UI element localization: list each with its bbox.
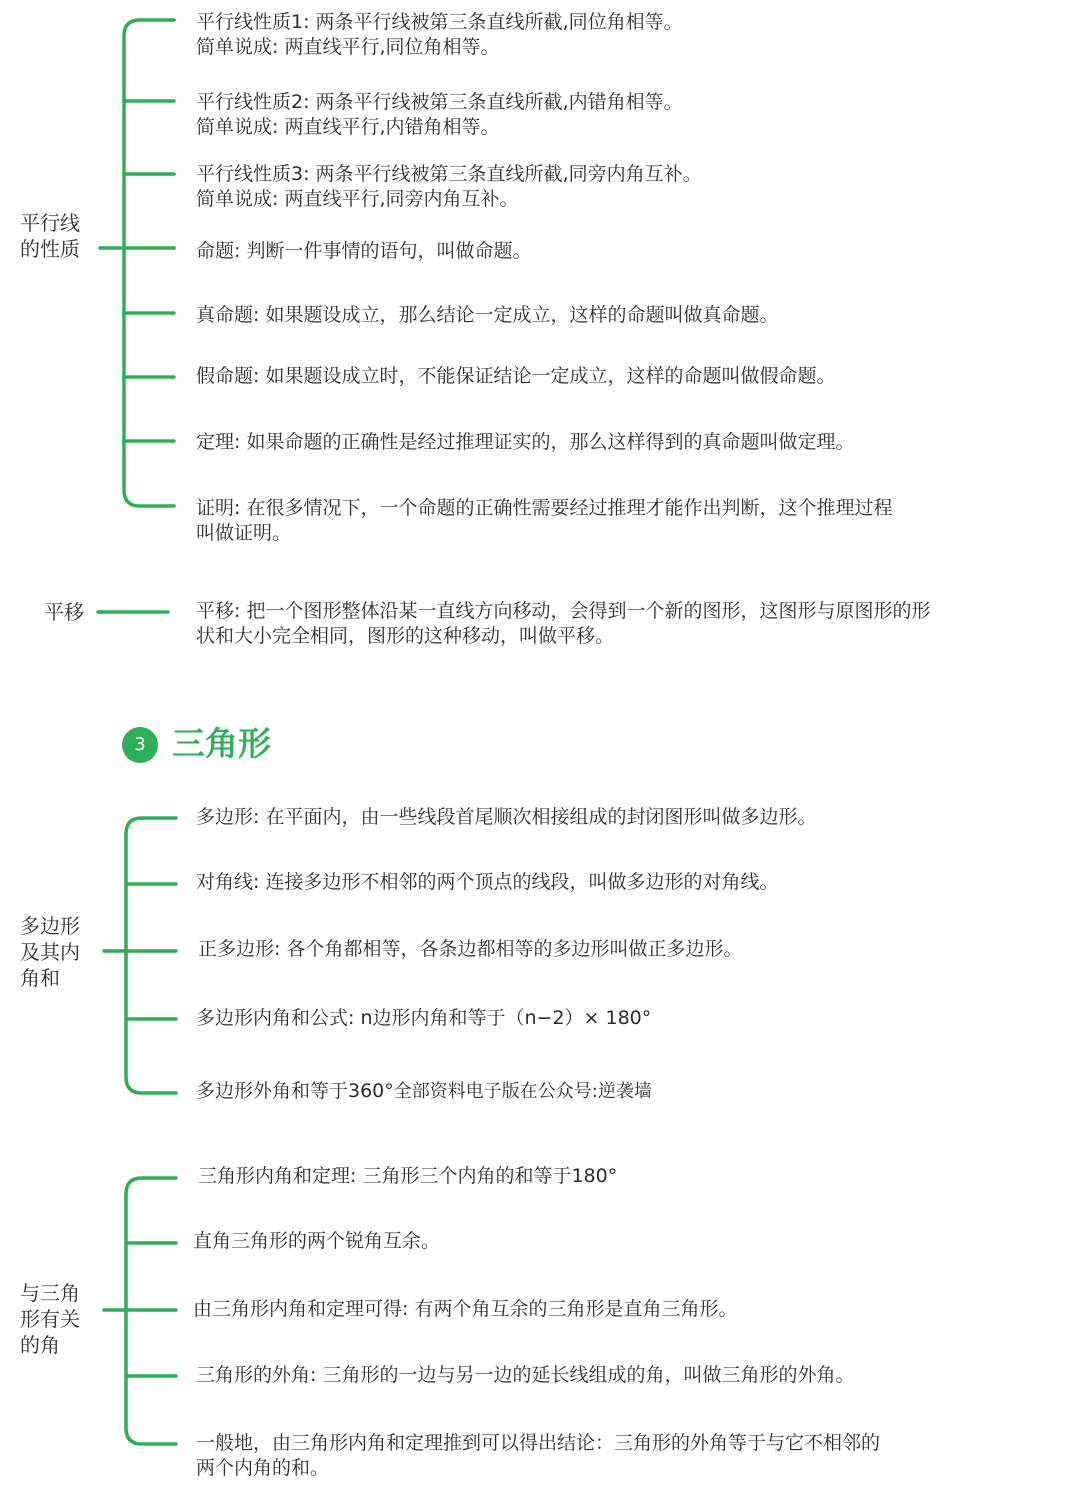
section-number-badge: 3 bbox=[122, 727, 158, 763]
group-label-parallel-properties: 平行线 的性质 bbox=[20, 211, 80, 261]
group-label-triangle-angles: 与三角 形有关 的角 bbox=[20, 1281, 80, 1357]
section-title: 三角形 bbox=[172, 724, 271, 763]
node-exterior-angle-theorem: 一般地，由三角形内角和定理推到可以得出结论：三角形的外角等于与它不相邻的 两个内角的和。 bbox=[196, 1432, 881, 1479]
node-parallel-property-2: 平行线性质2: 两条平行线被第三条直线所截,内错角相等。 简单说成: 两直线平行,内错角相等。 bbox=[196, 91, 683, 138]
node-true-proposition: 真命题: 如果题设成立，那么结论一定成立，这样的命题叫做真命题。 bbox=[196, 304, 779, 326]
node-triangle-angle-sum: 三角形内角和定理: 三角形三个内角的和等于180° bbox=[198, 1165, 618, 1187]
node-proof: 证明: 在很多情况下，一个命题的正确性需要经过推理才能作出判断，这个推理过程 叫做证明。 bbox=[196, 497, 893, 544]
node-parallel-property-1: 平行线性质1: 两条平行线被第三条直线所截,同位角相等。 简单说成: 两直线平行,同位角相等。 bbox=[196, 11, 683, 58]
node-exterior-angle-sum: 多边形外角和等于360°全部资料电子版在公众号:逆袭墙 bbox=[196, 1080, 652, 1102]
node-diagonal: 对角线: 连接多边形不相邻的两个顶点的线段，叫做多边形的对角线。 bbox=[196, 871, 779, 893]
node-complementary-right-triangle: 由三角形内角和定理可得: 有两个角互余的三角形是直角三角形。 bbox=[193, 1298, 738, 1320]
node-translation: 平移: 把一个图形整体沿某一直线方向移动，会得到一个新的图形，这图形与原图形的形 状和大小完全相同，图形的这种移动，叫做平移。 bbox=[196, 600, 931, 647]
node-right-triangle-acute: 直角三角形的两个锐角互余。 bbox=[193, 1230, 441, 1252]
group-label-polygon: 多边形 及其内 角和 bbox=[20, 914, 80, 990]
watermark-note: 全部资料电子版在公众号:逆袭墙 bbox=[393, 1081, 652, 1102]
node-exterior-angle: 三角形的外角: 三角形的一边与另一边的延长线组成的角，叫做三角形的外角。 bbox=[196, 1364, 855, 1386]
bracket-polygon-bracket bbox=[126, 818, 176, 1093]
group-label-translation: 平移 bbox=[44, 600, 84, 624]
node-parallel-property-3: 平行线性质3: 两条平行线被第三条直线所截,同旁内角互补。 简单说成: 两直线平行,同旁内角互补。 bbox=[196, 163, 702, 210]
node-regular-polygon: 正多边形: 各个角都相等，各条边都相等的多边形叫做正多边形。 bbox=[198, 938, 743, 960]
node-polygon: 多边形: 在平面内，由一些线段首尾顺次相接组成的封闭图形叫做多边形。 bbox=[196, 806, 817, 828]
node-theorem: 定理: 如果命题的正确性是经过推理证实的，那么这样得到的真命题叫做定理。 bbox=[196, 431, 855, 453]
node-interior-angle-formula: 多边形内角和公式: n边形内角和等于（n−2）× 180° bbox=[196, 1007, 652, 1029]
bracket-parallel-bracket bbox=[124, 20, 174, 506]
node-proposition: 命题: 判断一件事情的语句，叫做命题。 bbox=[196, 240, 532, 262]
node-false-proposition: 假命题: 如果题设成立时，不能保证结论一定成立，这样的命题叫做假命题。 bbox=[196, 365, 836, 387]
